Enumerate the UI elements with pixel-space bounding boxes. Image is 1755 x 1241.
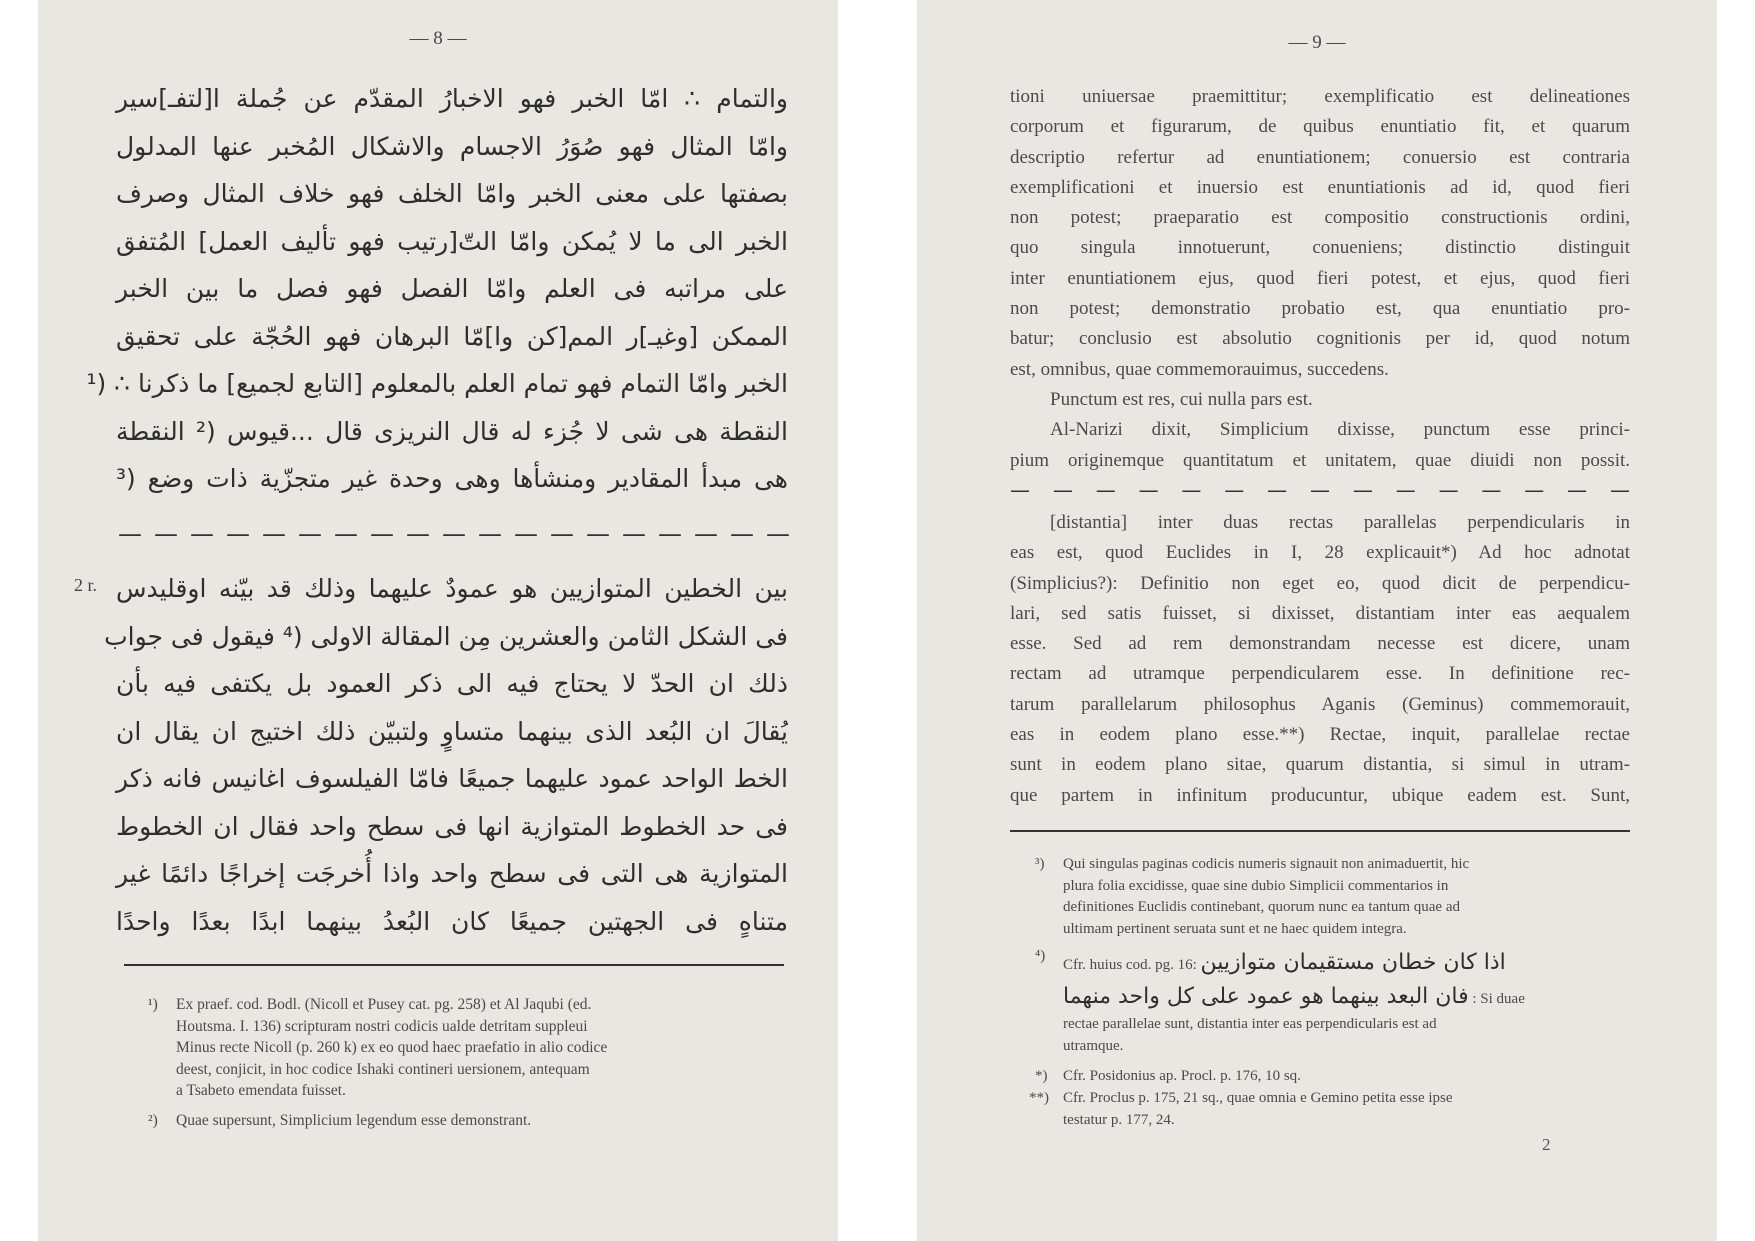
latin-line: quo singula innotuerunt, conueniens; distinctio distinguit [1010, 237, 1630, 259]
footnote-line: deest, conjicit, in hoc codice Ishaki contineri uersionem, antequam [176, 1060, 590, 1078]
latin-line: corporum et figurarum, de quibus enuntiatio fit, et quarum [1010, 116, 1630, 138]
latin-line: pium originemque quantitatum et unitatem, quae diuidi non possit. [1010, 449, 1630, 471]
footnote-mark: ¹) [148, 996, 158, 1013]
latin-line: eas in eodem plano esse.**) Rectae, inquit, parallelae rectae [1010, 724, 1630, 746]
footnote-line: ultimam pertinent seruata sunt et ne haec quidem integra. [1063, 920, 1407, 937]
right-page [917, 0, 1717, 1241]
latin-line: sunt in eodem plano sitae, quarum distantia, si simul in utram- [1010, 754, 1630, 776]
arabic-line: على مراتبه فى العلم وامّا الفصل فهو فصل ما بين الخبر [116, 274, 788, 303]
footnote-mark: ²) [148, 1112, 158, 1129]
latin-text-block-2 [1010, 508, 1630, 811]
latin-line: descriptio refertur ad enuntiationem; conuersio est contraria [1010, 146, 1630, 168]
arabic-line: فى حد الخطوط المتوازية انها فى سطح واحد فقال ان الخطوط [116, 811, 788, 841]
arabic-line: الممكن [وغيـ]ر المم[كن وا]مّا البرهان فهو الحُجّة على تحقيق [116, 321, 788, 351]
left-page [38, 0, 838, 1241]
arabic-line: بين الخطين المتوازيين هو عمودٌ عليهما وذلك قد بيّنه اوقليدس [116, 574, 788, 603]
footnote-line: rectae parallelae sunt, distantia inter eas perpendicularis est ad [1063, 1016, 1437, 1032]
arabic-line: وامّا المثال فهو صُوَرُ الاجسام والاشكال المُخبر عنها المدلول [116, 131, 788, 161]
arabic-text-block-1 [86, 75, 788, 503]
latin-line: exemplificationi et inuersio est enuntiationis ad id, quod fieri [1010, 176, 1630, 198]
footnote-line: Cfr. Proclus p. 175, 21 sq., quae omnia e Gemino petita esse ipse [1063, 1090, 1453, 1106]
arabic-text-block-2 [104, 565, 788, 945]
footnote-4 [1035, 946, 1633, 1057]
latin-line: Al-Narizi dixit, Simplicium dixisse, punctum esse princi- [1050, 419, 1630, 441]
footnote-line [1063, 980, 1633, 1014]
footnote-text: : Si duae [1472, 991, 1525, 1007]
arabic-line: يُقالَ ان البُعد الذى بينهما متساوٍ ولتبيّن ذلك اختيج ان يقال ان [116, 716, 788, 746]
section-break-dashes: — — — — — — — — — — — — — — — — — — — [118, 520, 790, 548]
footnote-line: Cfr. Posidonius ap. Procl. p. 176, 10 sq. [1063, 1068, 1301, 1084]
latin-line: tioni uniuersae praemittitur; exemplificatio est delineationes [1010, 86, 1630, 107]
footnote-line: plura folia excidisse, quae sine dubio Simplicii commentarios in [1063, 877, 1449, 894]
arabic-line: ذلك ان الحدّ لا يحتاج فيه الى ذكر العمود بل يكتفى فيه بأن [116, 669, 788, 698]
arabic-line: بصفتها على معنى الخبر وامّا الخلف فهو خلاف المثال وصرف [116, 179, 788, 208]
footnote-mark: ³) [1035, 856, 1045, 872]
footnote-ref: Cfr. huius cod. pg. 16: [1063, 957, 1197, 973]
footnote-mark: **) [1029, 1090, 1049, 1106]
footnote-line: a Tsabeto emendata fuisset. [176, 1082, 346, 1099]
arabic-quote: فان البعد بينهما هو عمود على كل واحد منهما [1063, 984, 1469, 1009]
signature-mark: 2 [1542, 1135, 1551, 1154]
page-number-left: — 8 — [409, 28, 467, 49]
latin-line: est, omnibus, quae commemorauimus, succedens. [1010, 358, 1389, 380]
arabic-line: المتوازية هى التى فى سطح واحد واذا أُخرجَت إخراجًا دائمًا غير [116, 859, 788, 888]
latin-text-block-1 [1010, 82, 1630, 476]
latin-line: non potest; praeparatio est compositio constructionis ordini, [1010, 207, 1630, 229]
footnote-line: Qui singulas paginas codicis numeris signauit non animaduertit, hic [1063, 856, 1470, 872]
footnote-line: Quae supersunt, Simplicium legendum esse demonstrant. [176, 1112, 532, 1129]
latin-line: (Simplicius?): Definitio non eget eo, quod dicit de perpendicu- [1010, 572, 1630, 594]
footnote-line: definitiones Euclidis continebant, quorum nunc ea tantum quae ad [1063, 899, 1460, 915]
footnote-line: Houtsma. I. 136) scripturam nostri codicis ualde detritam suppleui [176, 1017, 588, 1035]
folio-margin-note: 2 r. [74, 575, 98, 595]
arabic-quote: اذا كان خطان مستقيمان متوازيين [1200, 950, 1506, 975]
footnote-1 [148, 994, 786, 1102]
footnote-mark: *) [1035, 1068, 1048, 1084]
latin-line: esse. Sed ad rem demonstrandam necesse est dicere, unam [1010, 633, 1630, 655]
page-number-right: — 9 — [1288, 32, 1346, 53]
latin-line: eas est, quod Euclides in I, 28 explicauit*) Ad hoc adnotat [1010, 542, 1630, 564]
latin-line: tarum parallelarum philosophus Aganis (Geminus) commemorauit, [1010, 693, 1630, 715]
arabic-line: الخبر الى ما لا يُمكن وامّا التّ[رتيب فهو تأليف العمل] المُتفق [116, 226, 788, 256]
arabic-line: والتمام ∴ امّا الخبر فهو الاخبارُ المقدّم عن جُملة ا[لتفـ]سير [116, 84, 788, 113]
footnote-rule [1010, 830, 1630, 832]
latin-line: que partem in infinitum producuntur, ubique eadem est. Sunt, [1010, 784, 1630, 806]
footnote-line: Minus recte Nicoll (p. 260 k) ex eo quod haec praefatio in alio codice [176, 1039, 608, 1056]
punctum-definition: Punctum est res, cui nulla pars est. [1050, 388, 1313, 410]
footnote-line: testatur p. 177, 24. [1063, 1111, 1175, 1128]
footnote-rule [124, 964, 784, 966]
latin-line: lari, sed satis fuisset, si dixisset, distantiam inter eas aequalem [1010, 602, 1630, 624]
footnote-line: utramque. [1063, 1037, 1124, 1054]
arabic-line: الخط الواحد عمود عليهما جميعًا فامّا الفيلسوف اغانيس فانه ذكر [116, 764, 788, 793]
arabic-line: فى الشكل الثامن والعشرين مِن المقالة الاولى (⁴ فيقول فى جواب [104, 621, 788, 651]
latin-line: non potest; demonstratio probatio est, qua enuntiatio pro- [1010, 298, 1630, 320]
footnote-double-star [1029, 1088, 1633, 1131]
footnote-line [1063, 946, 1633, 980]
arabic-line: الخبر وامّا التمام فهو تمام العلم بالمعلوم [التابع لجميع] ما ذكرنا ∴ (¹ [86, 369, 788, 398]
latin-line: [distantia] inter duas rectas parallelas perpendicularis in [1050, 512, 1630, 533]
latin-line: inter enuntiationem ejus, quod fieri potest, et ejus, quod fieri [1010, 267, 1630, 289]
footnote-3 [1035, 854, 1633, 940]
footnote-star [1035, 1066, 1633, 1088]
footnote-mark: ⁴) [1035, 948, 1046, 964]
footnote-line: Ex praef. cod. Bodl. (Nicoll et Pusey cat. pg. 258) et Al Jaqubi (ed. [176, 996, 592, 1013]
arabic-line: النقطة هى شى لا جُزء له قال النريزى قال ...قيوس (² النقطة [116, 416, 788, 446]
arabic-line: هى مبدأ المقادير ومنشأها وهى وحدة غير متجزّية ذات وضع (³ [116, 464, 788, 493]
section-break-dashes: — — — — — — — — — — — — — — — [1010, 478, 1630, 502]
latin-line: batur; conclusio est absolutio cognitionis per id, quod notum [1010, 328, 1630, 350]
arabic-line: متناهٍ فى الجهتين جميعًا كان البُعدُ بينهما ابدًا بعدًا واحدًا [116, 906, 788, 936]
footnote-2 [148, 1110, 786, 1132]
latin-line: rectam ad utramque perpendicularem esse. In definitione rec- [1010, 663, 1630, 685]
